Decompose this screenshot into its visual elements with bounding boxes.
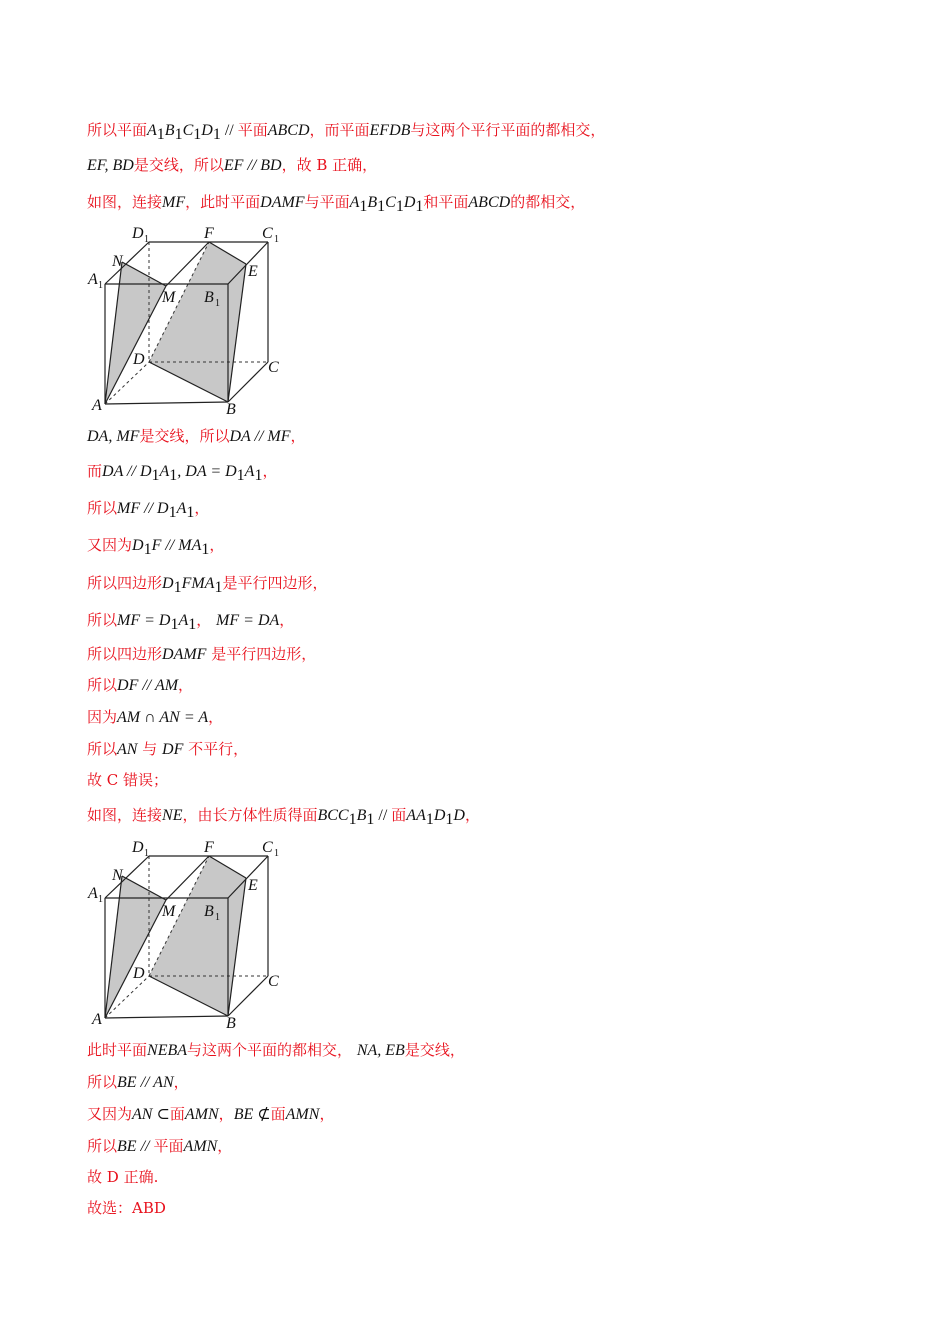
label-b1-2: B [204, 903, 214, 920]
label-a: A [92, 397, 102, 414]
text-line-19: 所以BE // 平面AMN， [87, 1137, 233, 1155]
label-c-2: C [268, 973, 279, 990]
text-line-1: 所以平面$A_1B_1C_1D_1$ // 平面ABCD，而平面EFDB与这两个平行平面的都相交， [87, 121, 606, 143]
text-line-12: 因为AM ∩ AN = A， [87, 708, 224, 726]
label-m-2: M [162, 903, 176, 920]
label-c1-sub: 1 [274, 234, 279, 245]
shaded-plane-amn-2 [105, 876, 166, 1018]
text-line-15: 如图，连接NE，由长方体性质得面$BCC_1B_1$ // 面$AA_1D_1D$， [87, 806, 480, 828]
text-line-9: 所以MF = $D_1A_1$， MF = DA， [87, 611, 295, 633]
label-n: N [112, 253, 123, 270]
text-line-16: 此时平面NEBA与这两个平面的都相交， NA, EB是交线， [87, 1041, 465, 1059]
text-line-20: 故 D 正确. [87, 1168, 159, 1186]
label-d1-2: D [132, 839, 144, 856]
label-b1: B [204, 289, 214, 306]
label-d1-sub-2: 1 [144, 848, 149, 859]
label-f: F [204, 225, 214, 242]
text-line-7: 又因为$D_1F // MA_1$， [87, 536, 225, 558]
text-line-6: 所以MF // $D_1A_1$， [87, 499, 210, 521]
text-line-8: 所以四边形$D_1FMA_1$是平行四边形， [87, 574, 328, 596]
label-b: B [226, 401, 236, 418]
label-e-2: E [248, 877, 258, 894]
label-b1-sub-2: 1 [215, 912, 220, 923]
label-c1: C [262, 225, 273, 242]
label-n-2: N [112, 867, 123, 884]
label-b1-sub: 1 [215, 298, 220, 309]
text-line-11: 所以DF // AM， [87, 676, 194, 694]
text-line-3: 如图，连接MF，此时平面DAMF与平面$A_1B_1C_1D_1$和平面ABCD的都相交， [87, 193, 586, 215]
label-c1-sub-2: 1 [274, 848, 279, 859]
label-a-2: A [92, 1011, 102, 1028]
text-line-5: 而DA // $D_1A_1$, DA = $D_1A_1$， [87, 462, 278, 484]
label-e: E [248, 263, 258, 280]
text-line-21: 故选：ABD [87, 1199, 166, 1217]
text-line-13: 所以AN 与 DF 不平行， [87, 740, 249, 758]
label-d-2: D [133, 965, 145, 982]
text-line-2: EF, BD是交线，所以EF // BD，故 B 正确， [87, 156, 378, 174]
text-line-17: 所以BE // AN， [87, 1073, 189, 1091]
shaded-plane-amn [105, 262, 166, 404]
label-c1-2: C [262, 839, 273, 856]
cuboid-figure-2 [80, 836, 300, 1036]
label-c: C [268, 359, 279, 376]
label-d1-sub: 1 [144, 234, 149, 245]
cuboid-diagram-1 [80, 222, 300, 418]
label-b-2: B [226, 1015, 236, 1032]
label-a1-2: A [88, 885, 98, 902]
label-f-2: F [204, 839, 214, 856]
cuboid-figure-1 [80, 222, 300, 422]
label-a1-sub-2: 1 [98, 894, 103, 905]
label-d1: D [132, 225, 144, 242]
label-a1-sub: 1 [98, 280, 103, 291]
label-d: D [133, 351, 145, 368]
text-line-14: 故 C 错误； [87, 771, 169, 789]
label-m: M [162, 289, 176, 306]
cuboid-diagram-2 [80, 836, 300, 1032]
text-line-18: 又因为AN ⊂面AMN，BE ⊄面AMN， [87, 1105, 335, 1123]
label-a1: A [88, 271, 98, 288]
text-line-4: DA, MF是交线，所以DA // MF， [87, 427, 306, 445]
text-line-10: 所以四边形DAMF 是平行四边形， [87, 645, 317, 663]
